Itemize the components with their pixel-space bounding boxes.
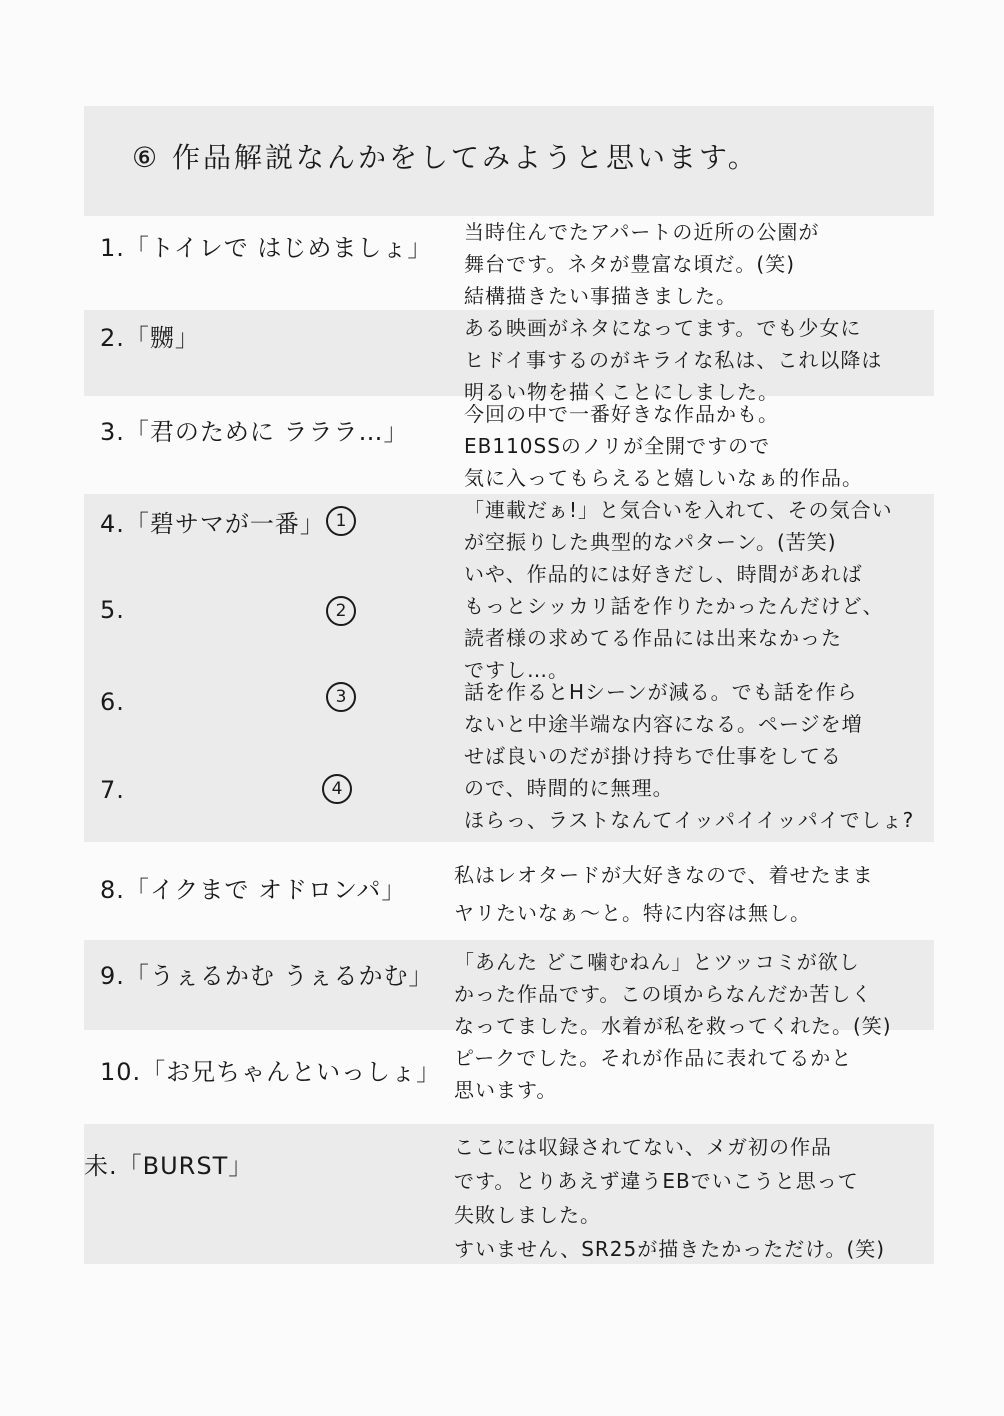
work-label-5: 5. (100, 596, 125, 624)
part-marker-3: 3 (326, 682, 356, 712)
work-label-2: 2.「嬲」 (100, 324, 200, 352)
work-label-3: 3.「君のために ラララ…」 (100, 418, 409, 446)
work-label-7: 7. (100, 776, 125, 804)
work-desc-1: 当時住んでたアパートの近所の公園が 舞台です。ネタが豊富な頃だ。(笑) 結構描きたい事描きました。 (464, 220, 820, 308)
work-desc-8: 私はレオタードが大好きなので、着せたまま ヤリたいなぁ〜と。特に内容は無し。 (454, 863, 874, 925)
part-marker-4: 4 (322, 774, 352, 804)
work-label-1: 1.「トイレで はじめましょ」 (100, 234, 433, 262)
work-desc-2: ある映画がネタになってます。でも少女に ヒドイ事するのがキライな私は、これ以降は 明るい物を描くことにしました。 (464, 316, 883, 404)
work-desc-6: 話を作るとHシーンが減る。でも話を作ら ないと中途半端な内容になる。ページを増 せば良いのだが掛け持ちで仕事をしてる ので、時間的に無理。 ほらっ、ラストなんてイッパイイッパイでしょ? (464, 680, 915, 832)
work-desc-9: 「あんた どこ噛むねん」とツッコミが欲し かった作品です。この頃からなんだか苦しく なってました。水着が私を救ってくれた。(笑) (454, 950, 892, 1038)
work-desc-3: 今回の中で一番好きな作品かも。 EB110SSのノリが全開ですので 気に入ってもらえると嬉しいなぁ的作品。 (464, 402, 863, 490)
work-label-burst: 未.「BURST」 (84, 1152, 254, 1180)
work-label-6: 6. (100, 688, 125, 716)
work-label-8: 8.「イクまで オドロンパ」 (100, 876, 407, 904)
work-desc-10: ピークでした。それが作品に表れてるかと 思います。 (454, 1046, 853, 1102)
work-label-10: 10.「お兄ちゃんといっしょ」 (100, 1058, 442, 1086)
work-desc-4: 「連載だぁ!」と気合いを入れて、その気合い が空振りした典型的なパターン。(苦笑) いや、作品的には好きだし、時間があれば もっとシッカリ話を作りたかったんだけど、 読者様の求めてる作品には出来なかった ですし…。 (464, 498, 893, 682)
part-marker-2: 2 (326, 596, 356, 626)
work-desc-burst: ここには収録されてない、メガ初の作品 です。とりあえず違うEBでいこうと思って 失敗しました。 すいません、SR25が描きたかっただけ。(笑) (454, 1135, 886, 1261)
page-title: ⑥ 作品解説なんかをしてみようと思います。 (132, 141, 759, 174)
part-marker-1: 1 (326, 506, 356, 536)
work-label-4: 4.「碧サマが一番」 (100, 510, 325, 538)
work-label-9: 9.「うぇるかむ うぇるかむ」 (100, 962, 434, 990)
